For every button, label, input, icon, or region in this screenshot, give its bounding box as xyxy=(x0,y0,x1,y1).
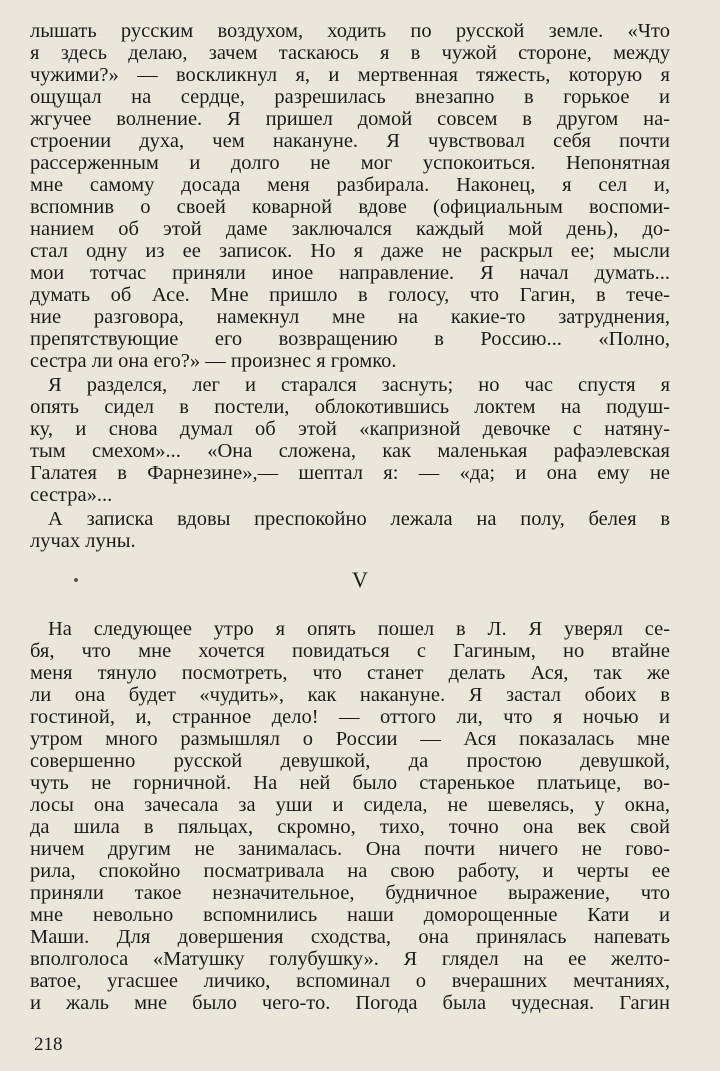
text-line: приняли такое незначительное, будничное выражение, что xyxy=(30,882,670,904)
text-line: Галатея в Фарнезине»,— шептал я: — «да; и она ему не xyxy=(30,462,670,484)
text-line: строении духа, чем накануне. Я чувствовал себя почти xyxy=(30,130,670,152)
page-number: 218 xyxy=(34,1034,63,1055)
text-line: чужими?» — воскликнул я, и мертвенная тяжесть, которую я xyxy=(30,64,670,86)
text-line: тым смехом»... «Она сложена, как маленькая рафаэлевская xyxy=(30,440,670,462)
text-line: Маши. Для довершения сходства, она принялась напевать xyxy=(30,926,670,948)
text-line: и жаль мне было чего-то. Погода была чудесная. Гагин xyxy=(30,992,670,1014)
paragraph-first-line: А записка вдовы преспокойно лежала на полу, белея в xyxy=(48,508,670,530)
text-line: гостиной, и, странное дело! — оттого ли, что я ночью и xyxy=(30,706,670,728)
text-line: ли она будет «чудить», как накануне. Я застал обоих в xyxy=(30,684,670,706)
text-line: ку, и снова думал об этой «капризной девочке с натяну- xyxy=(30,418,670,440)
text-line: меня тянуло посмотреть, что станет делать Ася, так же xyxy=(30,662,670,684)
text-line: нанием об этой даме заключался каждый мой день), до- xyxy=(30,218,670,240)
text-line: бя, что мне хочется повидаться с Гагиным, но втайне xyxy=(30,640,670,662)
text-line: жгучее волнение. Я пришел домой совсем в другом на- xyxy=(30,108,670,130)
text-line: мне самому досада меня разбирала. Наконец, я сел и, xyxy=(30,174,670,196)
text-line: рила, спокойно посматривала на свою работу, и черты ее xyxy=(30,860,670,882)
text-line: вполголоса «Матушку голубушку». Я глядел на ее желто- xyxy=(30,948,670,970)
text-line: ощущал на сердце, разрешилась внезапно в горькое и xyxy=(30,86,670,108)
text-line: сестра»... xyxy=(30,484,113,506)
text-line: вспомнив о своей коварной вдове (официальным воспоми- xyxy=(30,196,670,218)
text-line: ничем другим не занималась. Она почти ничего не гово- xyxy=(30,838,670,860)
text-line: опять сидел в постели, облокотившись локтем на подуш- xyxy=(30,396,670,418)
chapter-heading: V xyxy=(352,567,368,592)
text-line: да шила в пяльцах, скромно, тихо, точно она век свой xyxy=(30,816,670,838)
text-line: сестра ли она его?» — произнес я громко. xyxy=(30,350,397,372)
text-line: совершенно русской девушкой, да простою девушкой, xyxy=(30,750,670,772)
text-line: лучах луны. xyxy=(30,530,136,552)
text-line: чуть не горничной. На ней было старенькое платьице, во- xyxy=(30,772,670,794)
text-line: утром много размышлял о России — Ася показалась мне xyxy=(30,728,670,750)
paragraph-first-line: Я разделся, лег и старался заснуть; но час спустя я xyxy=(48,374,670,396)
text-line: мои тотчас приняли иное направление. Я начал думать... xyxy=(30,262,670,284)
text-line: лышать русским воздухом, ходить по русской земле. «Что xyxy=(30,20,670,42)
text-line: я здесь делаю, зачем таскаюсь я в чужой стороне, между xyxy=(30,42,670,64)
text-line: думать об Асе. Мне пришло в голосу, что Гагин, в тече- xyxy=(30,284,670,306)
text-line: препятствующие его возвращению в Россию... «Полно, xyxy=(30,328,670,350)
text-line: рассерженным и долго не мог успокоиться. Непонятная xyxy=(30,152,670,174)
text-line: лосы она зачесала за уши и сидела, не шевелясь, у окна, xyxy=(30,794,670,816)
text-line: мне невольно вспомнились наши доморощенные Кати и xyxy=(30,904,670,926)
paragraph-first-line: На следующее утро я опять пошел в Л. Я уверял се- xyxy=(48,618,670,640)
text-line: ние разговора, намекнул мне на какие-то затруднения, xyxy=(30,306,670,328)
text-line: стал одну из ее записок. Но я даже не раскрыл ее; мысли xyxy=(30,240,670,262)
text-line: ватое, угасшее личико, вспоминал о вчерашних мечтаниях, xyxy=(30,970,670,992)
